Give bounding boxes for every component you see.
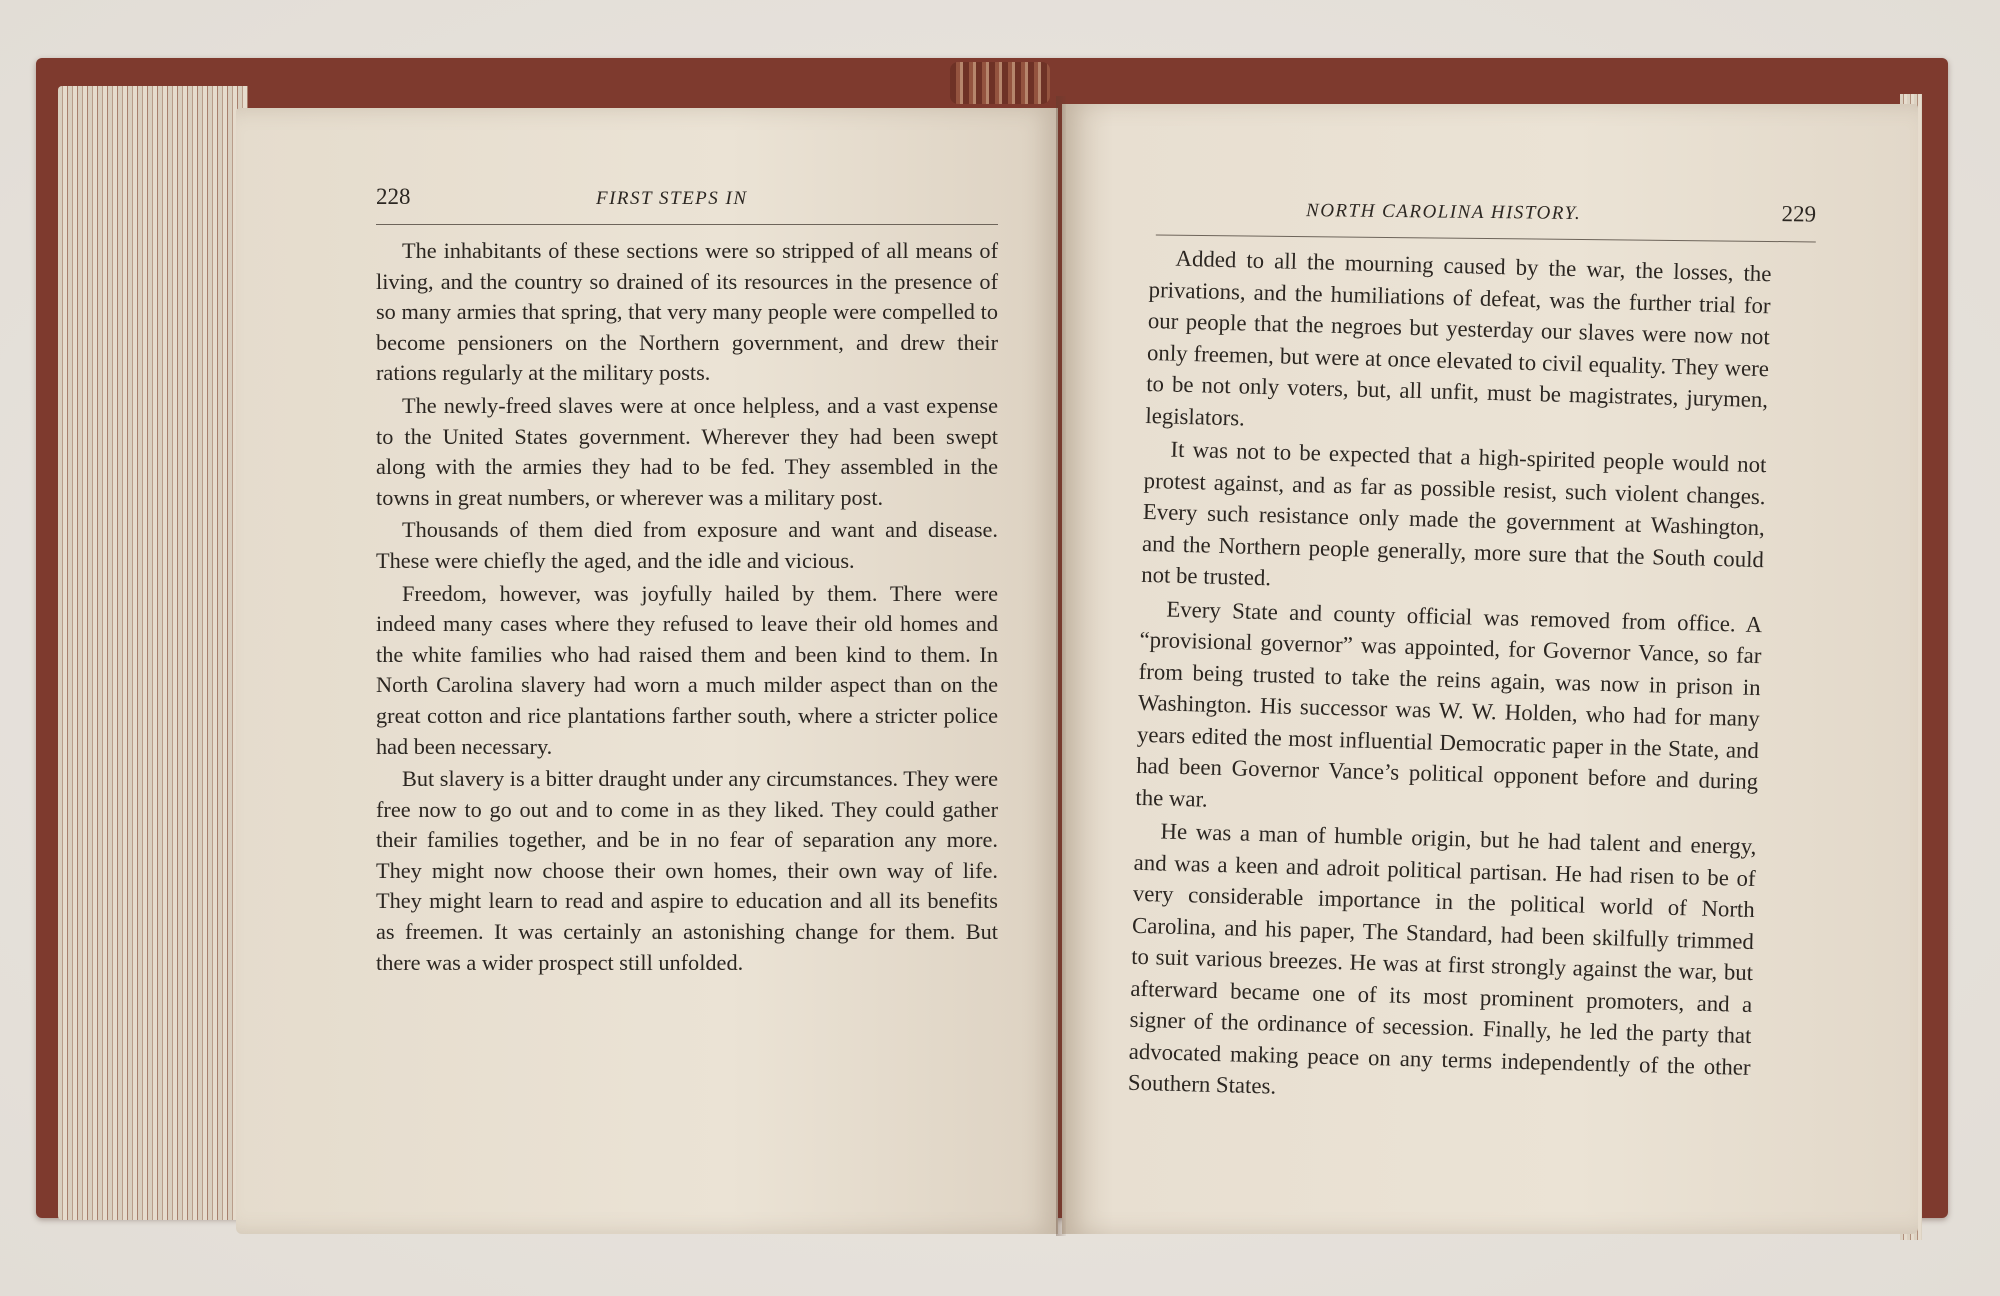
left-page-text <box>376 236 998 978</box>
running-head-left <box>376 186 998 225</box>
right-page <box>1062 104 1918 1234</box>
paragraph: But slavery is a bitter draught under any circumstances. They were free now to go out and to come in as they liked. They could gather their families together, and be in no fear of separation any more. They might now choose their own homes, their own way of life. They might learn to read and aspire to education and all its benefits as freemen. It was certainly an astonishing change for them. But there was a wider prospect still unfolded. <box>376 766 998 975</box>
right-page-text <box>1128 242 1772 1114</box>
running-head-title-left: FIRST STEPS IN <box>596 188 748 209</box>
page-number-right: 229 <box>1781 201 1817 227</box>
paragraph: Added to all the mourning caused by the war, the losses, the privations, and the humiliations of defeat, was the further trial for our people that the negroes but yesterday our slaves were now not only freemen, but were at once elevated to civil equality. They were to be not only voters, but, all unfit, must be magistrates, jurymen, legislators. <box>1145 245 1772 431</box>
paragraph: He was a man of humble origin, but he had talent and energy, and was a keen and adroit political partisan. He had risen to be of very considerable importance in the political world of North Carolina, and his paper, The Standard, had been skilfully trimmed to suit various breezes. He was at first strongly against the war, but afterward became one of its most prominent promoters, and a signer of the ordinance of secession. Finally, he led the party that advocated making peace on any terms independently of the other Southern States. <box>1127 818 1757 1099</box>
running-head-right <box>1156 197 1816 243</box>
paragraph: Freedom, however, was joyfully hailed by them. There were indeed many cases where they refused to leave their old homes and the white families who had raised them and been kind to them. In North Carolina slavery had worn a much milder aspect than on the great cotton and rice plantations farther south, where a stricter police had been necessary. <box>376 580 998 759</box>
paragraph: The newly-freed slaves were at once helpless, and a vast expense to the United States government. Wherever they had been swept along with the armies they had to be fed. They assembled in the towns in great numbers, or wherever was a military post. <box>376 392 998 510</box>
running-head-title-right: NORTH CAROLINA HISTORY. <box>1305 200 1582 224</box>
page-edges-left <box>58 86 248 1220</box>
left-page <box>236 108 1058 1234</box>
paragraph: The inhabitants of these sections were so stripped of all means of living, and the country so drained of its resources in the presence of so many armies that spring, that very many people were compelled to become pensioners on the Northern government, and drew their rations regularly at the military posts. <box>376 238 998 386</box>
spine-headband <box>950 62 1050 104</box>
book-gutter <box>1056 96 1066 1236</box>
page-number-left: 228 <box>376 184 411 209</box>
paragraph: Every State and county official was removed from office. A “provisional governor” was appointed, for Governor Vance, so far from being trusted to take the reins again, was now in prison in Washington. His successor was W. W. Holden, who had for many years edited the most influential Democratic paper in the State, and had been Governor Vance’s political opponent before and during the war. <box>1135 596 1763 812</box>
paragraph: It was not to be expected that a high-spirited people would not protest against, and as far as possible resist, such violent changes. Every such resistance only made the government at Washington, and the Northern people generally, more sure that the South could not be trusted. <box>1140 436 1767 591</box>
paragraph: Thousands of them died from exposure and want and disease. These were chiefly the aged, and the idle and vicious. <box>376 517 998 573</box>
